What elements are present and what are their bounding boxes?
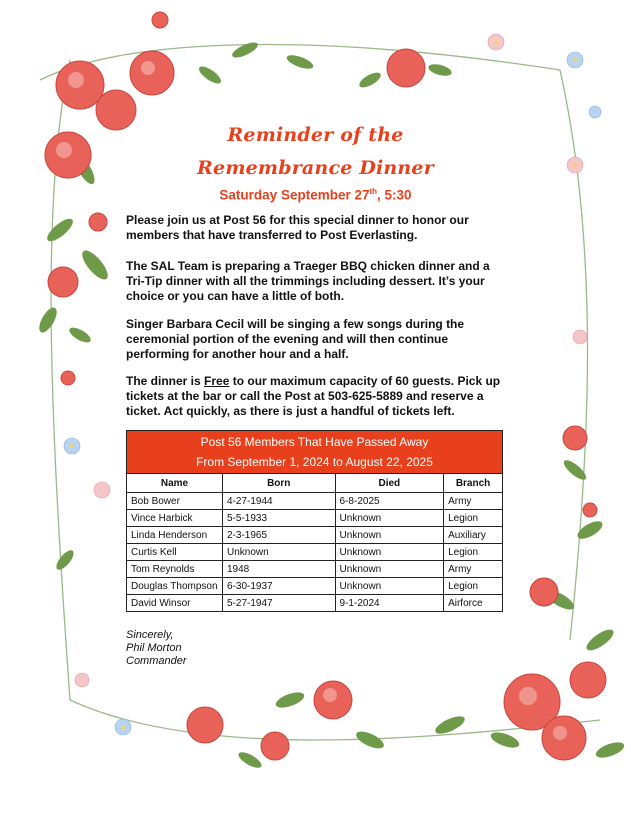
cell-born: 5-27-1947 <box>222 595 335 612</box>
tickets-paragraph <box>126 374 511 419</box>
pink-flower <box>75 673 89 687</box>
leaf <box>427 62 453 78</box>
leaf <box>274 689 306 711</box>
pink-flower <box>94 482 110 498</box>
rosebud <box>152 12 168 28</box>
signoff-block <box>126 629 187 668</box>
event-date-main: Saturday September 27 <box>219 187 370 203</box>
leaf <box>78 247 112 284</box>
leaf <box>236 749 264 771</box>
tickets-text-start: The dinner is <box>126 374 205 388</box>
cell-branch: Legion <box>444 544 503 561</box>
event-time: , 5:30 <box>377 187 412 203</box>
rose <box>261 732 289 760</box>
cell-born: 2-3-1965 <box>222 527 335 544</box>
table-row <box>127 527 503 544</box>
cell-born: 5-5-1933 <box>222 510 335 527</box>
rose-highlight <box>519 687 537 705</box>
table-row <box>127 595 503 612</box>
cell-branch: Army <box>444 493 503 510</box>
cell-branch: Legion <box>444 510 503 527</box>
cell-died: 6-8-2025 <box>335 493 444 510</box>
table-title-line-1: Post 56 Members That Have Passed Away <box>200 435 429 449</box>
cell-born: 4-27-1944 <box>222 493 335 510</box>
column-header-died: Died <box>335 474 444 493</box>
rose-highlight <box>553 726 567 740</box>
rose-highlight <box>323 688 337 702</box>
tickets-text-end: to our maximum capacity of 60 guests. Pick up tickets at the bar or call the Post at 503-625-5889 and reserve a ticket. Act quickly, as there is just a handful of tickets left. <box>126 374 501 418</box>
cell-died: Unknown <box>335 527 444 544</box>
cell-born: Unknown <box>222 544 335 561</box>
cell-died: 9-1-2024 <box>335 595 444 612</box>
leaf <box>230 40 260 61</box>
event-date-suffix: th <box>369 187 378 196</box>
rosebud <box>61 371 75 385</box>
leaf <box>53 548 76 573</box>
leaf <box>357 70 383 91</box>
cell-name: Curtis Kell <box>127 544 223 561</box>
leaf <box>196 63 223 86</box>
cell-name: Linda Henderson <box>127 527 223 544</box>
rose <box>530 578 558 606</box>
rosebud <box>89 213 107 231</box>
leaf <box>285 53 315 72</box>
free-emphasis: Free <box>204 374 230 388</box>
column-header-name: Name <box>127 474 223 493</box>
cell-name: Vince Harbick <box>127 510 223 527</box>
flower-center <box>573 58 577 62</box>
cell-branch: Army <box>444 561 503 578</box>
cell-name: Douglas Thompson <box>127 578 223 595</box>
rose-highlight <box>68 72 84 88</box>
cell-name: Tom Reynolds <box>127 561 223 578</box>
invitation-paragraph: Please join us at Post 56 for this special dinner to honor our members that have transferred to Post Everlasting. <box>126 213 469 242</box>
title-line-1: Reminder of the <box>227 124 404 146</box>
leaf <box>583 626 616 654</box>
cell-died: Unknown <box>335 578 444 595</box>
entertainment-paragraph: Singer Barbara Cecil will be singing a few songs during the ceremonial portion of the evening and will then continue performing for another hour and a half. <box>126 317 465 361</box>
signer-name: Phil Morton <box>126 642 182 654</box>
cell-died: Unknown <box>335 544 444 561</box>
table-row <box>127 561 503 578</box>
flower-center <box>494 40 498 44</box>
cell-name: Bob Bower <box>127 493 223 510</box>
pink-flower <box>573 330 587 344</box>
rose <box>570 662 606 698</box>
column-header-born: Born <box>222 474 335 493</box>
cell-died: Unknown <box>335 510 444 527</box>
signer-role: Commander <box>126 655 187 667</box>
cell-branch: Legion <box>444 578 503 595</box>
rose <box>387 49 425 87</box>
leaf <box>44 215 76 245</box>
cell-branch: Auxiliary <box>444 527 503 544</box>
rose <box>48 267 78 297</box>
members-passed-table <box>126 430 503 612</box>
leaf <box>594 739 626 761</box>
title-line-2: Remembrance Dinner <box>197 157 434 179</box>
column-header-branch: Branch <box>444 474 503 493</box>
border-vine-right <box>560 70 588 640</box>
table-row <box>127 493 503 510</box>
table-row <box>127 544 503 561</box>
cell-born: 6-30-1937 <box>222 578 335 595</box>
table-title <box>127 431 503 474</box>
table-row <box>127 510 503 527</box>
cell-died: Unknown <box>335 561 444 578</box>
forget-me-not-flower <box>589 106 601 118</box>
rose-highlight <box>141 61 155 75</box>
table-row <box>127 578 503 595</box>
menu-paragraph: The SAL Team is preparing a Traeger BBQ chicken dinner and a Tri-Tip dinner with all the trimmings including dessert. It’s your choice or you can have a little of both. <box>126 259 490 303</box>
leaf <box>67 325 93 346</box>
cell-branch: Airforce <box>444 595 503 612</box>
closing: Sincerely, <box>126 629 174 641</box>
event-date <box>0 187 631 203</box>
leaf <box>489 729 521 751</box>
leaf <box>36 305 60 335</box>
cell-name: David Winsor <box>127 595 223 612</box>
flower-center <box>70 444 74 448</box>
table-title-line-2: From September 1, 2024 to August 22, 2025 <box>196 455 433 469</box>
rose <box>187 707 223 743</box>
flower-center <box>121 725 125 729</box>
rosebud <box>583 503 597 517</box>
rosebud <box>563 426 587 450</box>
cell-born: 1948 <box>222 561 335 578</box>
